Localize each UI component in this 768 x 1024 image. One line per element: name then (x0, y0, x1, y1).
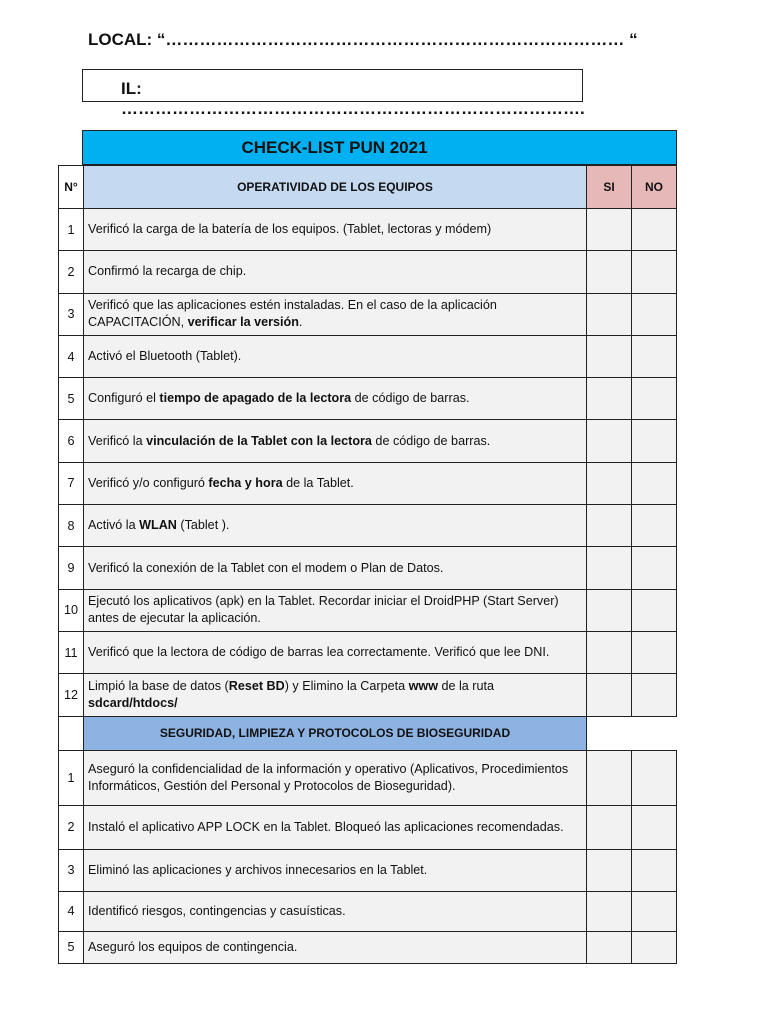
si-checkbox-cell[interactable] (587, 420, 632, 462)
no-checkbox-cell[interactable] (632, 674, 677, 716)
si-checkbox-cell[interactable] (587, 750, 632, 805)
checklist-table (58, 165, 677, 964)
item-number: 2 (59, 805, 84, 849)
item-text-bold: sdcard/htdocs/ (88, 695, 178, 710)
item-text-bold: Reset BD (228, 678, 285, 693)
item-description (84, 891, 587, 931)
col-num-header: N° (59, 166, 84, 209)
item-number: 7 (59, 462, 84, 504)
il-field (82, 69, 585, 118)
item-description (84, 209, 587, 251)
item-text: Verificó la (88, 433, 147, 448)
no-checkbox-cell[interactable] (632, 589, 677, 631)
si-checkbox-cell[interactable] (587, 631, 632, 673)
blank-cell (587, 716, 632, 750)
si-checkbox-cell[interactable] (587, 293, 632, 335)
item-text: Verificó y/o configuró (88, 475, 209, 490)
item-text: Ejecutó los aplicativos (apk) en la Tablet. Recordar iniciar el DroidPHP (Start Server) antes de ejecutar la aplicación. (88, 594, 559, 626)
si-checkbox-cell[interactable] (587, 805, 632, 849)
no-checkbox-cell[interactable] (632, 547, 677, 589)
si-checkbox-cell[interactable] (587, 335, 632, 377)
item-number: 1 (59, 750, 84, 805)
item-text: Confirmó la recarga de chip. (88, 264, 247, 279)
no-checkbox-cell[interactable] (632, 335, 677, 377)
table-row (59, 251, 677, 293)
no-checkbox-cell[interactable] (632, 805, 677, 849)
si-checkbox-cell[interactable] (587, 209, 632, 251)
item-number: 3 (59, 849, 84, 891)
no-checkbox-cell[interactable] (632, 462, 677, 504)
table-header-row (59, 166, 677, 209)
si-checkbox-cell[interactable] (587, 462, 632, 504)
item-text: Activó el Bluetooth (Tablet). (88, 349, 242, 364)
si-checkbox-cell[interactable] (587, 674, 632, 716)
item-text: Instaló el aplicativo APP LOCK en la Tablet. Bloqueó las aplicaciones recomendadas. (88, 819, 564, 834)
section-seguridad-header: SEGURIDAD, LIMPIEZA Y PROTOCOLOS DE BIOSEGURIDAD (84, 716, 587, 750)
table-row (59, 750, 677, 805)
no-checkbox-cell[interactable] (632, 209, 677, 251)
item-description (84, 805, 587, 849)
item-text: de código de barras. (371, 433, 491, 448)
item-description (84, 631, 587, 673)
item-description (84, 420, 587, 462)
no-checkbox-cell[interactable] (632, 931, 677, 963)
item-text-bold: verificar la versión (187, 315, 299, 330)
item-text: ) y Elimino la Carpeta (284, 678, 409, 693)
no-checkbox-cell[interactable] (632, 750, 677, 805)
no-checkbox-cell[interactable] (632, 849, 677, 891)
item-number: 2 (59, 251, 84, 293)
si-checkbox-cell[interactable] (587, 589, 632, 631)
item-text: Limpió la base de datos ( (88, 678, 229, 693)
si-checkbox-cell[interactable] (587, 547, 632, 589)
item-number: 11 (59, 631, 84, 673)
no-checkbox-cell[interactable] (632, 293, 677, 335)
item-description (84, 931, 587, 963)
blank-cell (632, 716, 677, 750)
table-row (59, 849, 677, 891)
table-row (59, 631, 677, 673)
item-text-bold: www (408, 678, 438, 693)
table-row (59, 209, 677, 251)
table-row (59, 378, 677, 420)
local-field: LOCAL: “……………………………………………………………………… “ (88, 30, 638, 49)
item-text: Verificó que la lectora de código de barras lea correctamente. Verificó que lee DNI. (88, 645, 550, 660)
item-description (84, 849, 587, 891)
section2-header-row (59, 716, 677, 750)
table-row (59, 931, 677, 963)
table-row (59, 805, 677, 849)
item-text-bold: vinculación de la Tablet con la lectora (146, 433, 372, 448)
item-number: 1 (59, 209, 84, 251)
item-text: Verificó la carga de la batería de los equipos. (Tablet, lectoras y módem) (88, 222, 492, 237)
si-checkbox-cell[interactable] (587, 505, 632, 547)
item-text: Aseguró los equipos de contingencia. (88, 939, 298, 954)
item-text-bold: tiempo de apagado de la lectora (159, 391, 352, 406)
si-checkbox-cell[interactable] (587, 891, 632, 931)
item-text-bold: WLAN (139, 518, 177, 533)
item-number: 4 (59, 335, 84, 377)
no-checkbox-cell[interactable] (632, 251, 677, 293)
item-text: Configuró el (88, 391, 160, 406)
item-text: (Tablet ). (176, 518, 230, 533)
no-checkbox-cell[interactable] (632, 378, 677, 420)
item-number: 12 (59, 674, 84, 716)
item-description (84, 293, 587, 335)
si-checkbox-cell[interactable] (587, 378, 632, 420)
table-row (59, 891, 677, 931)
col-no-header: NO (632, 166, 677, 209)
item-text: Verificó que las aplicaciones estén instaladas. En el caso de la aplicación CAPACITACIÓN, (88, 298, 497, 330)
item-text: Verificó la conexión de la Tablet con el modem o Plan de Datos. (88, 560, 444, 575)
table-row (59, 462, 677, 504)
section-operatividad-header: OPERATIVIDAD DE LOS EQUIPOS (84, 166, 587, 209)
item-number: 3 (59, 293, 84, 335)
section2-num-cell (59, 716, 84, 750)
item-description (84, 505, 587, 547)
no-checkbox-cell[interactable] (632, 505, 677, 547)
item-description (84, 251, 587, 293)
item-description (84, 335, 587, 377)
il-label: IL: ………………………………………………………………………. (121, 79, 585, 118)
item-number: 9 (59, 547, 84, 589)
no-checkbox-cell[interactable] (632, 420, 677, 462)
item-text: Activó la (88, 518, 140, 533)
table-row (59, 547, 677, 589)
table-row (59, 505, 677, 547)
item-description (84, 547, 587, 589)
table-row (59, 674, 677, 716)
item-number: 5 (59, 931, 84, 963)
col-si-header: SI (587, 166, 632, 209)
item-text: de la ruta (438, 678, 495, 693)
si-checkbox-cell[interactable] (587, 931, 632, 963)
item-text: . (298, 315, 303, 330)
item-description (84, 378, 587, 420)
item-number: 8 (59, 505, 84, 547)
checklist-title: CHECK-LIST PUN 2021 (82, 130, 677, 165)
table-row (59, 420, 677, 462)
item-description (84, 462, 587, 504)
si-checkbox-cell[interactable] (587, 251, 632, 293)
item-text-bold: fecha y hora (208, 475, 283, 490)
item-text: Aseguró la confidencialidad de la información y operativo (Aplicativos, Procedimientos Informáticos, Gestión del Personal y Protocolos de Bioseguridad). (88, 761, 569, 793)
no-checkbox-cell[interactable] (632, 891, 677, 931)
table-row (59, 335, 677, 377)
item-description (84, 750, 587, 805)
item-number: 5 (59, 378, 84, 420)
item-description (84, 674, 587, 716)
item-text: Identificó riesgos, contingencias y casuísticas. (88, 903, 346, 918)
item-description (84, 589, 587, 631)
no-checkbox-cell[interactable] (632, 631, 677, 673)
item-text: de código de barras. (351, 391, 470, 406)
item-number: 6 (59, 420, 84, 462)
si-checkbox-cell[interactable] (587, 849, 632, 891)
table-row (59, 293, 677, 335)
item-number: 4 (59, 891, 84, 931)
item-text: Eliminó las aplicaciones y archivos innecesarios en la Tablet. (88, 862, 428, 877)
item-text: de la Tablet. (282, 475, 354, 490)
table-row (59, 589, 677, 631)
item-number: 10 (59, 589, 84, 631)
